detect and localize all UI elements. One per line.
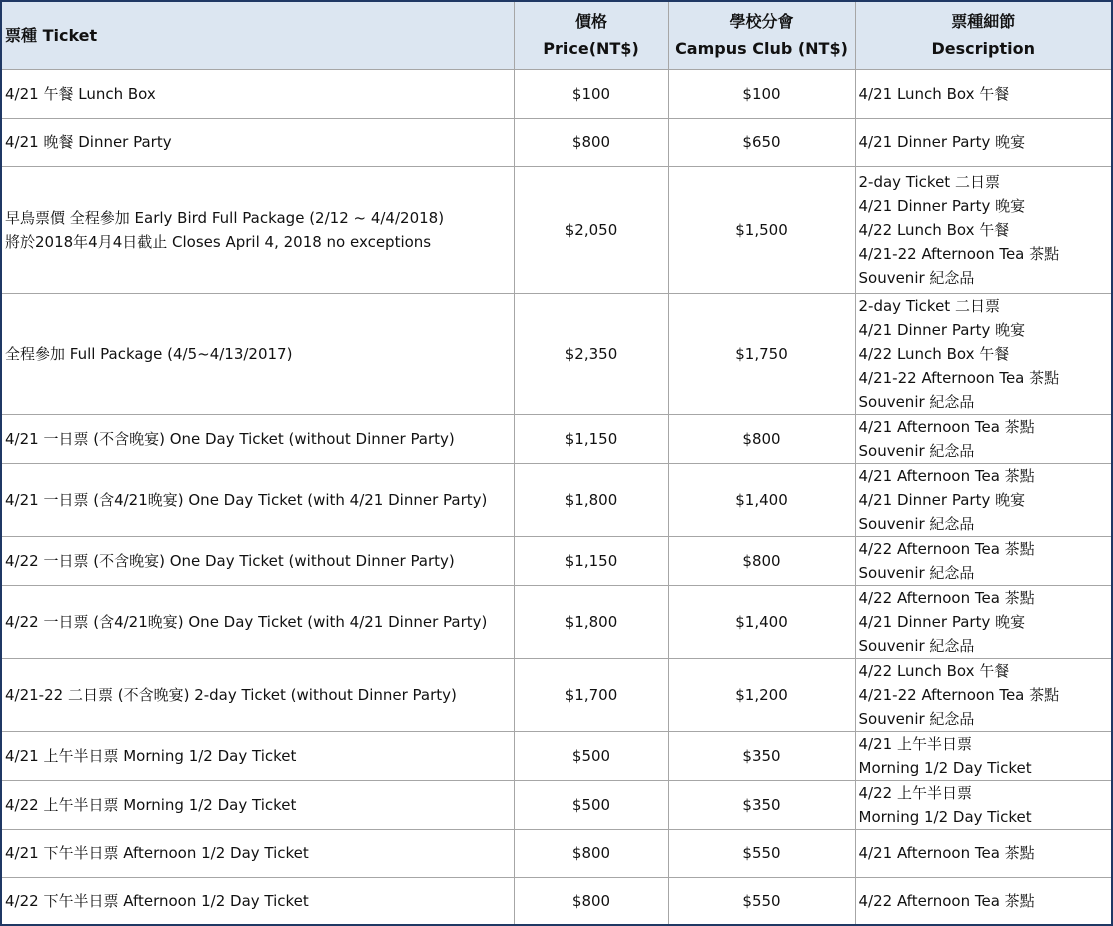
ticket-name: 全程參加 Full Package (4/5~4/13/2017) — [5, 344, 293, 363]
description-cell — [855, 658, 1112, 731]
description-line: Souvenir 紀念品 — [858, 268, 975, 287]
description-line: Souvenir 紀念品 — [858, 392, 975, 411]
price-cell: $800 — [514, 877, 668, 925]
price-cell: $800 — [514, 829, 668, 877]
table-row — [1, 69, 1112, 118]
header-desc-zh: 票種細節 — [951, 12, 1016, 32]
price-cell: $1,700 — [514, 658, 668, 731]
table-row — [1, 780, 1112, 829]
description-line: 2-day Ticket 二日票 — [858, 172, 1000, 191]
description-cell — [855, 585, 1112, 658]
ticket-cell — [1, 780, 514, 829]
header-description — [855, 1, 1112, 69]
table-row — [1, 731, 1112, 780]
campus-club-price-cell: $800 — [668, 536, 855, 585]
campus-club-price-cell: $550 — [668, 877, 855, 925]
ticket-cell — [1, 463, 514, 536]
description-cell — [855, 293, 1112, 414]
price-cell: $2,050 — [514, 166, 668, 293]
header-desc-en: Description — [931, 39, 1035, 59]
description-cell — [855, 463, 1112, 536]
description-line: 4/21-22 Afternoon Tea 茶點 — [858, 685, 1060, 704]
table-row — [1, 658, 1112, 731]
campus-club-price-cell: $350 — [668, 780, 855, 829]
ticket-name: 4/21 上午半日票 Morning 1/2 Day Ticket — [5, 746, 297, 765]
table-row — [1, 293, 1112, 414]
description-cell — [855, 877, 1112, 925]
header-price — [514, 1, 668, 69]
campus-club-price-cell: $350 — [668, 731, 855, 780]
header-campus-club — [668, 1, 855, 69]
ticket-name: 4/21-22 二日票 (不含晚宴) 2-day Ticket (without Dinner Party) — [5, 685, 457, 704]
description-line: 4/21-22 Afternoon Tea 茶點 — [858, 368, 1060, 387]
price-cell: $2,350 — [514, 293, 668, 414]
description-line: 4/21 Afternoon Tea 茶點 — [858, 844, 1035, 862]
description-cell — [855, 69, 1112, 118]
price-cell: $1,150 — [514, 414, 668, 463]
description-line: Souvenir 紀念品 — [858, 563, 975, 582]
table-row — [1, 166, 1112, 293]
header-price-zh: 價格 — [574, 12, 607, 32]
ticket-cell — [1, 731, 514, 780]
campus-club-price-cell: $800 — [668, 414, 855, 463]
ticket-cell — [1, 69, 514, 118]
description-line: 4/21 Afternoon Tea 茶點 — [858, 417, 1035, 436]
ticket-cell — [1, 829, 514, 877]
ticket-cell — [1, 166, 514, 293]
description-line: Souvenir 紀念品 — [858, 441, 975, 460]
price-cell: $1,800 — [514, 463, 668, 536]
description-line: Morning 1/2 Day Ticket — [858, 758, 1032, 777]
table-row — [1, 877, 1112, 925]
ticket-cell — [1, 877, 514, 925]
ticket-name: 4/21 午餐 Lunch Box — [5, 84, 156, 103]
ticket-name: 4/22 一日票 (不含晚宴) One Day Ticket (without Dinner Party) — [5, 551, 455, 570]
ticket-name: 早鳥票價 全程參加 Early Bird Full Package (2/12 ~ 4/4/2018) — [5, 208, 445, 227]
campus-club-price-cell: $1,400 — [668, 463, 855, 536]
header-price-en: Price(NT$) — [543, 39, 639, 59]
campus-club-price-cell: $1,750 — [668, 293, 855, 414]
header-club-en: Campus Club (NT$) — [675, 39, 848, 59]
price-cell: $1,150 — [514, 536, 668, 585]
table-row — [1, 829, 1112, 877]
campus-club-price-cell: $100 — [668, 69, 855, 118]
ticket-cell — [1, 536, 514, 585]
ticket-name: 4/22 一日票 (含4/21晚宴) One Day Ticket (with 4/21 Dinner Party) — [5, 612, 488, 631]
table-row — [1, 463, 1112, 536]
description-cell — [855, 829, 1112, 877]
ticket-name: 將於2018年4月4日截止 Closes April 4, 2018 no exceptions — [5, 232, 432, 251]
header-ticket — [1, 1, 514, 69]
description-line: 4/22 Afternoon Tea 茶點 — [858, 588, 1035, 607]
description-line: 4/21 上午半日票 — [858, 734, 972, 753]
ticket-name: 4/21 一日票 (不含晚宴) One Day Ticket (without Dinner Party) — [5, 429, 455, 448]
description-line: 4/21 Dinner Party 晚宴 — [858, 196, 1026, 215]
description-line: 4/21 Dinner Party 晚宴 — [858, 490, 1026, 509]
description-line: 4/21 Dinner Party 晚宴 — [858, 320, 1026, 339]
description-line: 4/21 Dinner Party 晚宴 — [858, 133, 1026, 151]
ticket-name: 4/21 晚餐 Dinner Party — [5, 133, 172, 151]
ticket-cell — [1, 293, 514, 414]
description-line: 4/21 Afternoon Tea 茶點 — [858, 466, 1035, 485]
description-line: 4/22 Afternoon Tea 茶點 — [858, 891, 1035, 910]
description-cell — [855, 731, 1112, 780]
description-cell — [855, 118, 1112, 166]
description-cell — [855, 414, 1112, 463]
header-ticket-label: 票種 Ticket — [5, 25, 98, 45]
campus-club-price-cell: $1,200 — [668, 658, 855, 731]
description-line: 4/22 Lunch Box 午餐 — [858, 220, 1010, 239]
description-line: 4/22 Lunch Box 午餐 — [858, 661, 1010, 680]
ticket-cell — [1, 414, 514, 463]
description-cell — [855, 780, 1112, 829]
ticket-cell — [1, 118, 514, 166]
campus-club-price-cell: $650 — [668, 118, 855, 166]
campus-club-price-cell: $1,500 — [668, 166, 855, 293]
table-body — [1, 69, 1112, 925]
table-row — [1, 536, 1112, 585]
description-line: 4/22 上午半日票 — [858, 783, 972, 802]
description-line: 4/21-22 Afternoon Tea 茶點 — [858, 244, 1060, 263]
header-club-zh: 學校分會 — [729, 12, 794, 32]
campus-club-price-cell: $1,400 — [668, 585, 855, 658]
description-line: 4/21 Dinner Party 晚宴 — [858, 612, 1026, 631]
description-line: 2-day Ticket 二日票 — [858, 296, 1000, 315]
campus-club-price-cell: $550 — [668, 829, 855, 877]
description-line: 4/21 Lunch Box 午餐 — [858, 84, 1010, 103]
description-line: Souvenir 紀念品 — [858, 514, 975, 533]
description-line: Souvenir 紀念品 — [858, 636, 975, 655]
price-cell: $100 — [514, 69, 668, 118]
table-row — [1, 414, 1112, 463]
description-cell — [855, 166, 1112, 293]
price-cell: $500 — [514, 780, 668, 829]
ticket-cell — [1, 658, 514, 731]
description-cell — [855, 536, 1112, 585]
ticket-name: 4/21 下午半日票 Afternoon 1/2 Day Ticket — [5, 844, 309, 862]
table-row — [1, 118, 1112, 166]
description-line: 4/22 Afternoon Tea 茶點 — [858, 539, 1035, 558]
price-cell: $800 — [514, 118, 668, 166]
description-line: Morning 1/2 Day Ticket — [858, 807, 1032, 826]
table-header-row — [1, 1, 1112, 69]
description-line: 4/22 Lunch Box 午餐 — [858, 344, 1010, 363]
ticket-cell — [1, 585, 514, 658]
description-line: Souvenir 紀念品 — [858, 709, 975, 728]
table-row — [1, 585, 1112, 658]
ticket-name: 4/22 下午半日票 Afternoon 1/2 Day Ticket — [5, 891, 309, 910]
ticket-name: 4/21 一日票 (含4/21晚宴) One Day Ticket (with 4/21 Dinner Party) — [5, 490, 488, 509]
price-cell: $500 — [514, 731, 668, 780]
ticket-name: 4/22 上午半日票 Morning 1/2 Day Ticket — [5, 795, 297, 814]
price-cell: $1,800 — [514, 585, 668, 658]
